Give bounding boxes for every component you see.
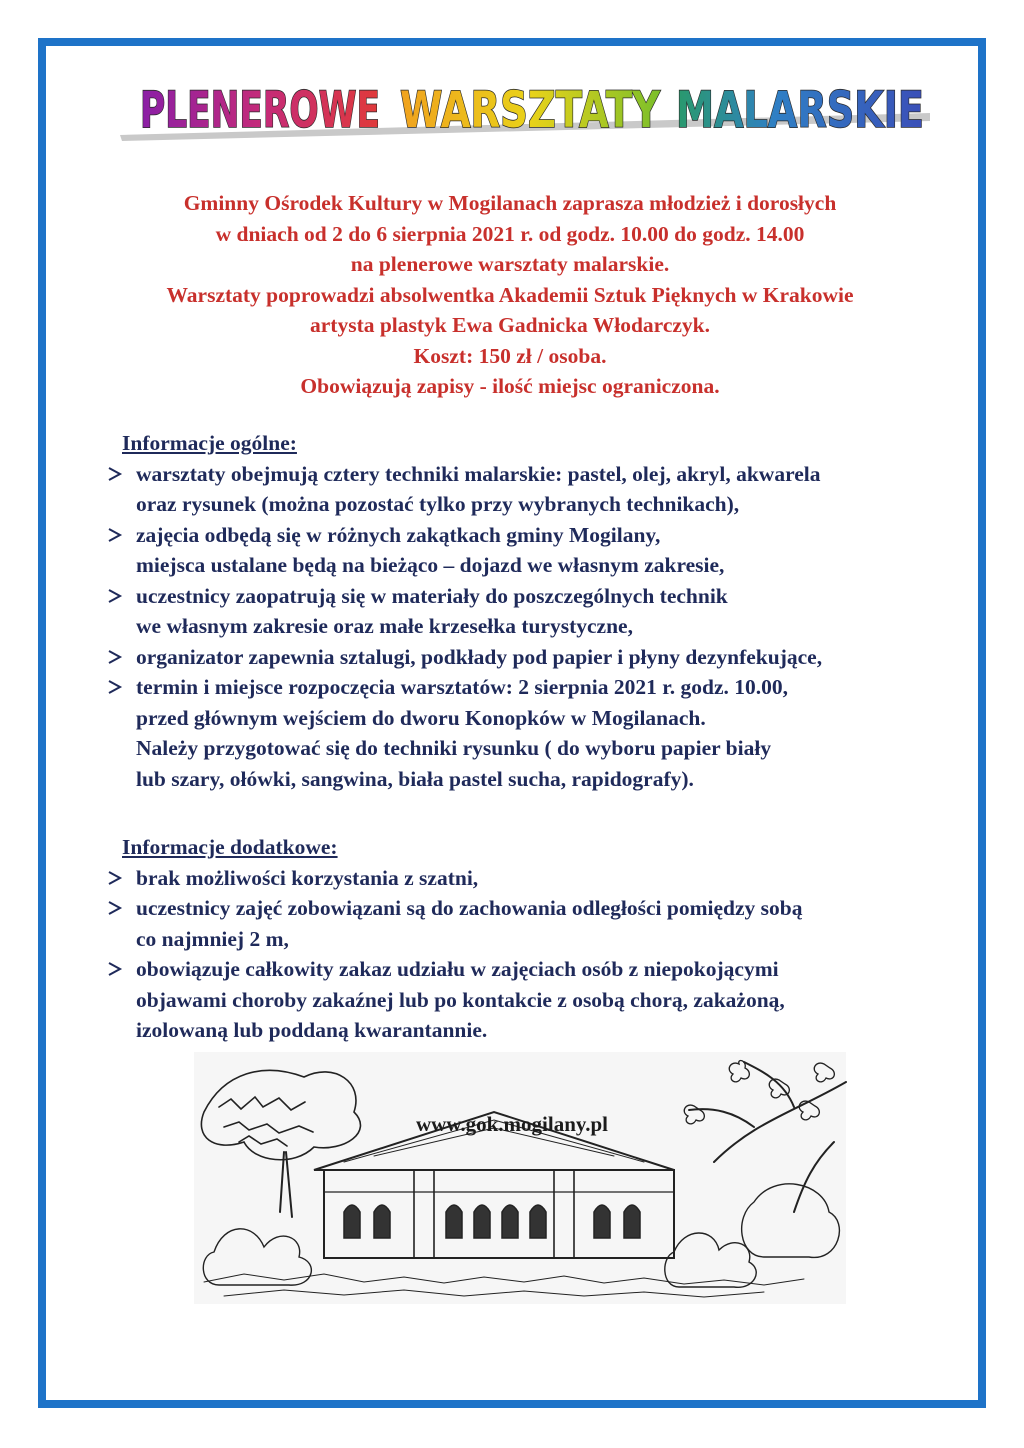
list-item-line: Należy przygotować się do techniki rysunku ( do wyboru papier biały [136, 736, 772, 760]
list-item-line: uczestnicy zajęć zobowiązani są do zachowania odległości pomiędzy sobą [136, 896, 803, 920]
title-word-1: PLENEROWE [140, 81, 380, 139]
list-item [107, 863, 802, 894]
title-word-2: WARSZTATY [400, 81, 661, 139]
intro-line: w dniach od 2 do 6 sierpnia 2021 r. od godz. 10.00 do godz. 14.00 [215, 221, 805, 246]
list-item-line: warsztaty obejmują cztery techniki malarskie: pastel, olej, akryl, akwarela [136, 461, 821, 486]
list-item-line: miejsca ustalane będą na bieżąco – dojazd we własnym zakresie, [136, 553, 725, 577]
additional-info-section [107, 832, 802, 1046]
list-item-line: brak możliwości korzystania z szatni, [136, 865, 479, 890]
arrow-bullet-icon [107, 459, 129, 489]
list-item-line: we własnym zakresie oraz małe krzesełka turystyczne, [136, 614, 633, 638]
list-item [107, 459, 822, 520]
list-item [107, 672, 822, 794]
list-item [107, 520, 822, 581]
website-url[interactable]: www.gok.mogilany.pl [416, 1112, 608, 1136]
list-item-line: izolowaną lub poddaną kwarantannie. [136, 1018, 488, 1042]
intro-paragraph [90, 188, 930, 402]
arrow-bullet-icon [107, 893, 129, 923]
general-info-section [107, 428, 822, 794]
intro-line: Gminny Ośrodek Kultury w Mogilanach zaprasza młodzież i dorosłych [183, 191, 837, 215]
list-item-line: oraz rysunek (można pozostać tylko przy wybranych technikach), [136, 492, 740, 516]
list-item-line: co najmniej 2 m, [136, 926, 289, 951]
additional-info-heading: Informacje dodatkowe: [122, 835, 338, 859]
list-item-line: termin i miejsce rozpoczęcia warsztatów: 2 sierpnia 2021 r. godz. 10.00, [136, 675, 789, 699]
poster-title [100, 55, 940, 155]
list-item-line: zajęcia odbędą się w różnych zakątkach gminy Mogilany, [136, 522, 661, 547]
intro-line: Obowiązują zapisy - ilość miejsc ograniczona. [300, 374, 720, 398]
intro-line: Koszt: 150 zł / osoba. [413, 343, 607, 368]
list-item-line: objawami choroby zakaźnej lub po kontakcie z osobą chorą, zakażoną, [136, 987, 785, 1012]
list-item-line: lub szary, ołówki, sangwina, biała pastel sucha, rapidografy). [136, 766, 694, 791]
arrow-bullet-icon [107, 642, 129, 672]
list-item-line: organizator zapewnia sztalugi, podkłady pod papier i płyny dezynfekujące, [136, 644, 823, 669]
intro-line: na plenerowe warsztaty malarskie. [350, 252, 670, 276]
list-item-line: przed głównym wejściem do dworu Konopków w Mogilanach. [136, 705, 706, 730]
title-wordart [100, 55, 940, 155]
manor-sketch-illustration [194, 1052, 846, 1304]
general-info-heading: Informacje ogólne: [122, 431, 297, 455]
intro-line: artysta plastyk Ewa Gadnicka Włodarczyk. [310, 313, 710, 337]
arrow-bullet-icon [107, 954, 129, 984]
arrow-bullet-icon [107, 672, 129, 702]
title-word-3: MALARSKIE [676, 81, 924, 139]
list-item [107, 893, 802, 954]
list-item [107, 581, 822, 642]
intro-line: Warsztaty poprowadzi absolwentka Akademii Sztuk Pięknych w Krakowie [166, 282, 854, 307]
arrow-bullet-icon [107, 520, 129, 550]
list-item-line: obowiązuje całkowity zakaz udziału w zajęciach osób z niepokojącymi [136, 957, 779, 981]
arrow-bullet-icon [107, 581, 129, 611]
list-item-line: uczestnicy zaopatrują się w materiały do poszczególnych technik [136, 583, 728, 608]
list-item [107, 642, 822, 673]
list-item [107, 954, 802, 1046]
arrow-bullet-icon [107, 863, 129, 893]
